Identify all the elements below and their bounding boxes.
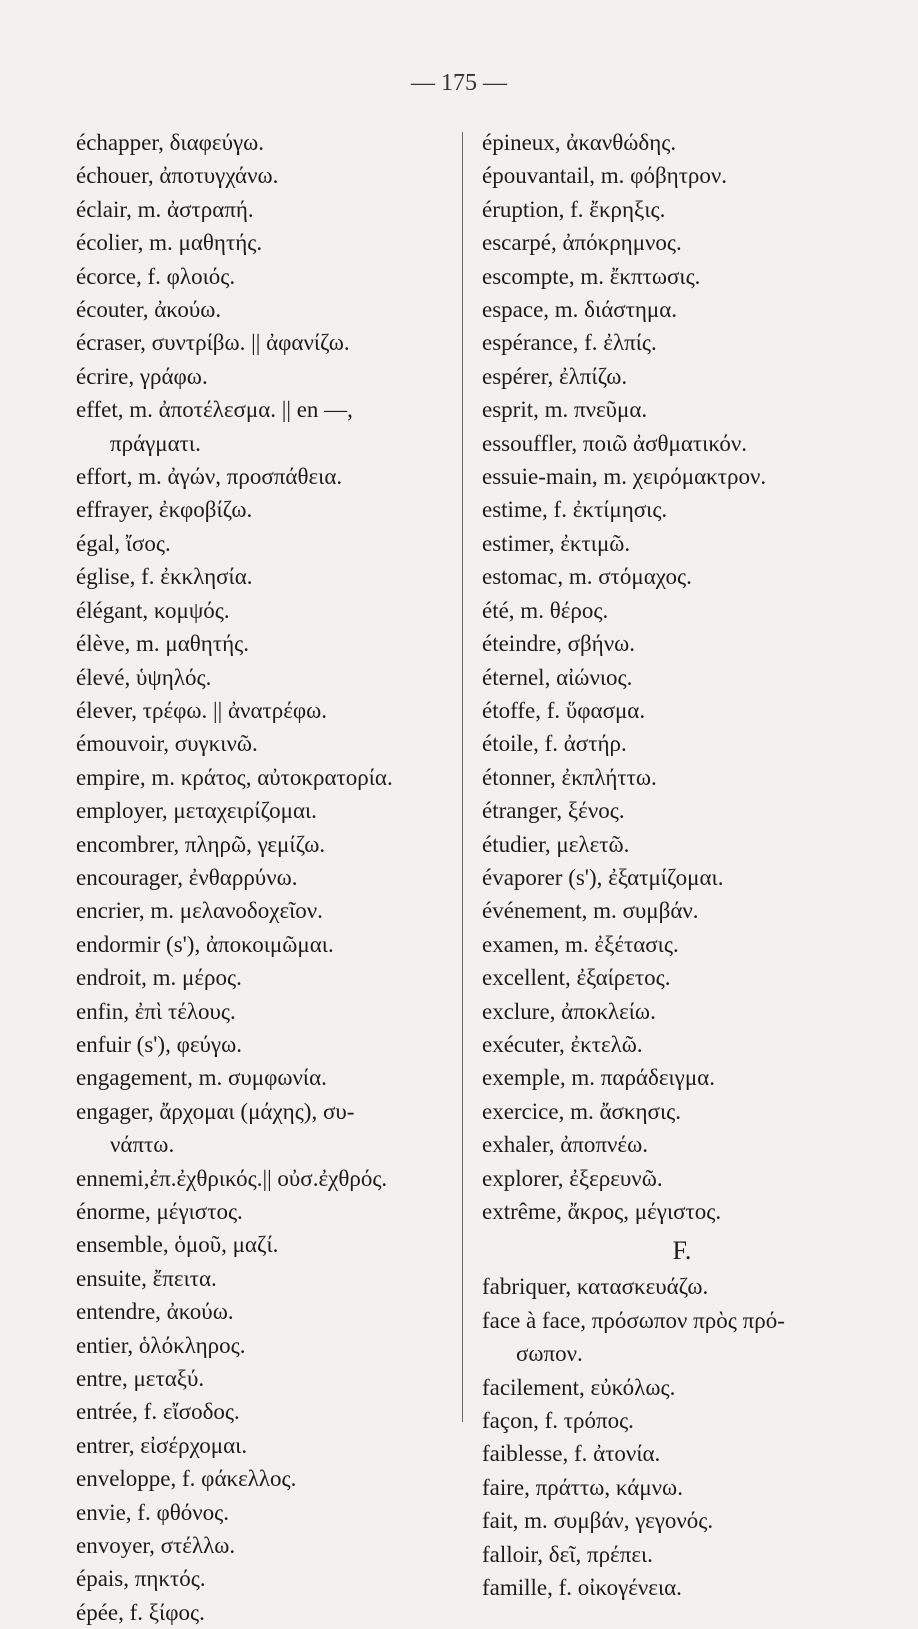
dictionary-entry: face à face, πρόσωπον πρὸς πρό- <box>482 1307 785 1333</box>
dictionary-entry: faire, πράττω, κάμνω. <box>482 1474 683 1500</box>
dictionary-entry: élève, m. μαθητής. <box>76 631 249 657</box>
dictionary-entry: estomac, m. στόμαχος. <box>482 564 692 590</box>
dictionary-entry: extrême, ἄκρος, μέγιστος. <box>482 1199 722 1224</box>
dictionary-entry: enfuir (s'), φεύγω. <box>76 1031 242 1057</box>
dictionary-entry: épais, πηκτός. <box>76 1566 206 1592</box>
dictionary-entry: encrier, m. μελανοδοχεῖον. <box>76 898 323 924</box>
dictionary-entry: échapper, διαφεύγω. <box>76 130 265 155</box>
dictionary-entry-continuation: νάπτω. <box>110 1132 175 1158</box>
dictionary-entry: écrire, γράφω. <box>76 363 208 389</box>
dictionary-entry: élégant, κομψός. <box>76 597 230 623</box>
dictionary-entry: évaporer (s'), ἐξατμίζομαι. <box>482 864 724 890</box>
dictionary-entry: effet, m. ἀποτέλεσμα. || en —, <box>76 397 353 423</box>
left-column <box>76 126 456 1629</box>
column-divider <box>462 132 463 1422</box>
dictionary-entry: entre, μεταξύ. <box>76 1366 205 1392</box>
dictionary-entry: événement, m. συμβάν. <box>482 898 699 924</box>
dictionary-entry: engager, ἄρχομαι (μάχης), συ- <box>76 1098 355 1124</box>
dictionary-entry: espace, m. διάστημα. <box>482 297 678 323</box>
dictionary-entry: fabriquer, κατασκευάζω. <box>482 1274 709 1300</box>
dictionary-entry: étoffe, f. ὕφασμα. <box>482 697 646 723</box>
dictionary-entry: écolier, m. μαθητής. <box>76 230 263 256</box>
dictionary-entry: empire, m. κράτος, αὐτοκρατορία. <box>76 764 393 790</box>
dictionary-entry: estimer, ἐκτιμῶ. <box>482 530 631 556</box>
dictionary-entry: ensemble, ὁμοῦ, μαζί. <box>76 1232 279 1258</box>
dictionary-entry: éclair, m. ἀστραπή. <box>76 196 254 222</box>
section-letter-heading: F. <box>672 1236 692 1266</box>
dictionary-entry: endormir (s'), ἀποκοιμῶμαι. <box>76 931 334 957</box>
dictionary-entry: espérer, ἐλπίζω. <box>482 363 628 389</box>
dictionary-entry: exécuter, ἐκτελῶ. <box>482 1031 643 1057</box>
dictionary-entry: envie, f. φθόνος. <box>76 1499 230 1525</box>
dictionary-entry: employer, μεταχειρίζομαι. <box>76 798 317 824</box>
dictionary-entry: explorer, ἐξερευνῶ. <box>482 1165 663 1191</box>
dictionary-entry: exhaler, ἀποπνέω. <box>482 1132 648 1158</box>
dictionary-entry: émouvoir, συγκινῶ. <box>76 731 258 757</box>
dictionary-entry: élever, τρέφω. || ἀνατρέφω. <box>76 697 328 723</box>
dictionary-entry: énorme, μέγιστος. <box>76 1199 243 1224</box>
dictionary-entry: esprit, m. πνεῦμα. <box>482 397 648 423</box>
dictionary-entry: estime, f. ἐκτίμησις. <box>482 497 668 523</box>
right-column <box>482 126 882 1604</box>
dictionary-entry: exemple, m. παράδειγμα. <box>482 1065 715 1091</box>
page-number: — 175 — <box>411 70 507 96</box>
dictionary-entry: enfin, ἐπὶ τέλους. <box>76 998 236 1024</box>
dictionary-entry: examen, m. ἐξέτασις. <box>482 931 679 957</box>
dictionary-entry: écorce, f. φλοιός. <box>76 263 236 289</box>
dictionary-entry: envoyer, στέλλω. <box>76 1533 236 1559</box>
dictionary-entry: entier, ὁλόκληρος. <box>76 1332 246 1358</box>
dictionary-entry: entrer, εἰσέρχομαι. <box>76 1432 248 1458</box>
dictionary-entry: épineux, ἀκανθώδης. <box>482 130 677 155</box>
dictionary-entry: éteindre, σβήνω. <box>482 631 635 657</box>
dictionary-entry: essouffler, ποιῶ ἀσθματικόν. <box>482 430 748 456</box>
dictionary-entry: écouter, ἀκούω. <box>76 297 222 323</box>
dictionary-entry: étranger, ξένος. <box>482 798 625 824</box>
dictionary-entry: exclure, ἀποκλείω. <box>482 998 656 1024</box>
dictionary-entry: façon, f. τρόπος. <box>482 1408 634 1434</box>
dictionary-entry: ennemi,ἐπ.ἐχθρικός.|| οὐσ.ἐχθρός. <box>76 1165 388 1191</box>
dictionary-entry: effort, m. ἀγών, προσπάθεια. <box>76 464 343 490</box>
dictionary-entry: éternel, αἰώνιος. <box>482 664 633 690</box>
dictionary-entry: élevé, ὑψηλός. <box>76 664 212 690</box>
dictionary-entry: enveloppe, f. φάκελλος. <box>76 1466 297 1492</box>
dictionary-entry: étudier, μελετῶ. <box>482 831 630 857</box>
dictionary-entry: encombrer, πληρῶ, γεμίζω. <box>76 831 326 857</box>
dictionary-entry: endroit, m. μέρος. <box>76 965 242 991</box>
dictionary-entry: entendre, ἀκούω. <box>76 1299 234 1325</box>
dictionary-entry: exercice, m. ἄσκησις. <box>482 1098 681 1124</box>
dictionary-entry: essuie-main, m. χειρόμακτρον. <box>482 464 767 490</box>
dictionary-entry: ensuite, ἔπειτα. <box>76 1265 217 1291</box>
dictionary-entry: entrée, f. εἴσοδος. <box>76 1399 240 1425</box>
dictionary-entry: escompte, m. ἔκπτωσις. <box>482 263 701 289</box>
dictionary-entry-continuation: πράγματι. <box>110 430 201 456</box>
dictionary-entry: étoile, f. ἀστήρ. <box>482 731 627 757</box>
dictionary-entry: facilement, εὐκόλως. <box>482 1374 676 1400</box>
dictionary-entry: éruption, f. ἔκρηξις. <box>482 196 666 222</box>
dictionary-entry: été, m. θέρος. <box>482 597 609 623</box>
dictionary-entry: engagement, m. συμφωνία. <box>76 1065 327 1091</box>
dictionary-entry: faiblesse, f. ἀτονία. <box>482 1441 661 1467</box>
dictionary-entry: échouer, ἀποτυγχάνω. <box>76 163 279 189</box>
dictionary-entry: écraser, συντρίβω. || ἀφανίζω. <box>76 330 350 356</box>
dictionary-entry: église, f. ἐκκλησία. <box>76 564 253 590</box>
dictionary-entry-continuation: σωπον. <box>516 1341 583 1367</box>
dictionary-entry: escarpé, ἀπόκρημνος. <box>482 230 682 256</box>
dictionary-entry: excellent, ἐξαίρετος. <box>482 965 671 991</box>
dictionary-entry: fait, m. συμβάν, γεγονός. <box>482 1508 714 1534</box>
dictionary-entry: falloir, δεῖ, πρέπει. <box>482 1541 653 1567</box>
dictionary-entry: famille, f. οἰκογένεια. <box>482 1575 682 1601</box>
dictionary-entry: égal, ἴσος. <box>76 530 171 556</box>
dictionary-entry: effrayer, ἐκφοβίζω. <box>76 497 253 523</box>
dictionary-entry: espérance, f. ἐλπίς. <box>482 330 657 356</box>
dictionary-entry: encourager, ἐνθαρρύνω. <box>76 864 298 890</box>
dictionary-entry: épouvantail, m. φόβητρον. <box>482 163 728 189</box>
dictionary-entry: étonner, ἐκπλήττω. <box>482 764 657 790</box>
dictionary-entry: épée, f. ξίφος. <box>76 1599 205 1625</box>
